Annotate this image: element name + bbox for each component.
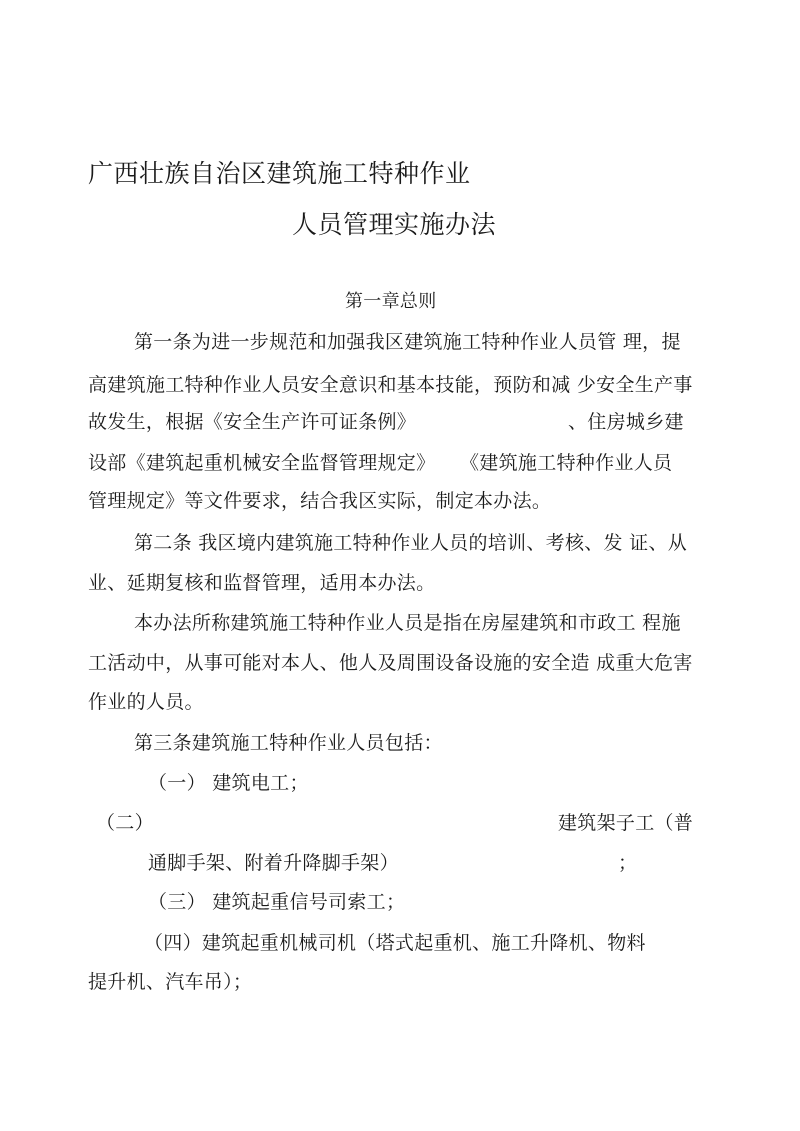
definition-line1: 本办法所称建筑施工特种作业人员是指在房屋建筑和市政工 程施 — [134, 612, 681, 634]
article3-item3: （三） 建筑起重信号司索工； — [148, 891, 406, 913]
article3-intro: 第三条建筑施工特种作业人员包括： — [134, 732, 443, 754]
title-line-2: 人员管理实施办法 — [292, 210, 497, 239]
article1-line4-b: 《建筑施工特种作业人员 — [460, 452, 673, 474]
article1-line3-b: 、住房城乡建 — [568, 411, 684, 433]
definition-line3: 作业的人员。 — [88, 691, 204, 713]
article3-item2-continuation: 通脚手架、附着升降脚手架） — [148, 852, 399, 874]
article3-item4-line2: 提升机、汽车吊）； — [88, 971, 253, 993]
article3-item4-line1: （四）建筑起重机械司机（塔式起重机、施工升降机、物料 — [144, 932, 646, 954]
article3-item2-text: 建筑架子工（普 — [558, 812, 694, 834]
article1-line2: 高建筑施工特种作业人员安全意识和基本技能，预防和减 少安全生产事 — [88, 374, 693, 396]
article1-line4-a: 设部《建筑起重机械安全监督管理规定》 — [88, 452, 436, 474]
article1-line5: 管理规定》等文件要求，结合我区实际，制定本办法。 — [88, 490, 552, 512]
article2-line1: 第二条 我区境内建筑施工特种作业人员的培训、考核、发 证、从 — [134, 532, 688, 554]
title-line-1: 广西壮族自治区建筑施工特种作业 — [88, 159, 471, 188]
article2-line2: 业、延期复核和监督管理，适用本办法。 — [88, 572, 436, 594]
article3-item1: （一） 建筑电工； — [148, 772, 309, 794]
article3-item2-end: ； — [618, 852, 638, 874]
definition-line2: 工活动中，从事可能对本人、他人及周围设备设施的安全造 成重大危害 — [88, 652, 693, 674]
article1-line1: 第一条为进一步规范和加强我区建筑施工特种作业人员管 理，提 — [134, 331, 681, 353]
article3-item2-label: （二） — [96, 812, 154, 834]
article1-line3-a: 故发生，根据《安全生产许可证条例》 — [88, 411, 417, 433]
chapter-heading: 第一章总则 — [345, 291, 437, 312]
